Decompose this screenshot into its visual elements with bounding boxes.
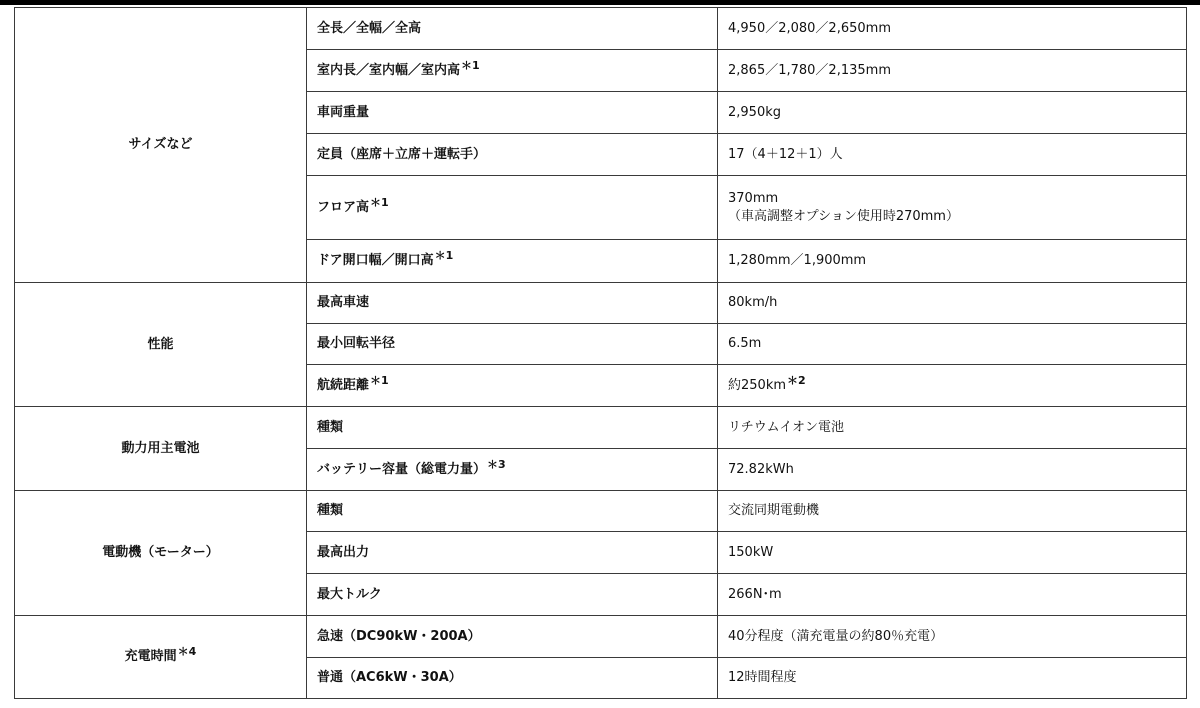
item-cell [307, 449, 718, 491]
value-cell [718, 491, 1187, 532]
category-label: サイズなど [128, 137, 193, 152]
value-cell [718, 658, 1187, 699]
category-cell [15, 616, 307, 699]
value-text: 40分程度（満充電量の約80％充電） [728, 628, 944, 644]
value-cell [718, 240, 1187, 283]
category-cell [15, 407, 307, 491]
value-text: 72.82kWh [728, 461, 794, 477]
value-cell [718, 8, 1187, 50]
item-label: フロア高 [317, 199, 370, 215]
item-cell [307, 176, 718, 240]
footnote-mark: ＊1 [370, 373, 389, 387]
value-text: 12時間程度 [728, 670, 797, 685]
item-cell [307, 658, 718, 699]
item-cell [307, 50, 718, 92]
value-text: 交流同期電動機 [728, 503, 820, 518]
footnote-mark: ＊3 [487, 457, 506, 471]
item-cell [307, 532, 718, 574]
value-cell [718, 616, 1187, 658]
item-label: 航続距離 [317, 377, 370, 393]
category-cell [15, 283, 307, 407]
item-cell [307, 324, 718, 365]
item-label: バッテリー容量（総電力量） [317, 461, 487, 477]
value-cell [718, 92, 1187, 134]
value-text: 1,280mm／1,900mm [728, 253, 867, 268]
value-text: 4,950／2,080／2,650mm [728, 20, 891, 36]
value-cell [718, 176, 1187, 240]
item-label: 車両重量 [317, 104, 370, 120]
item-cell [307, 134, 718, 176]
category-label: 動力用主電池 [121, 440, 200, 456]
item-cell [307, 8, 718, 50]
footnote-mark: ＊4 [177, 645, 197, 658]
item-label: 最大トルク [317, 586, 382, 602]
item-label: 室内長／室内幅／室内高 [317, 62, 461, 78]
item-label: 最高車速 [317, 295, 370, 310]
value-cell [718, 324, 1187, 365]
table-row [15, 283, 1187, 324]
item-cell [307, 491, 718, 532]
item-label: 定員（座席＋立席＋運転手） [317, 146, 487, 162]
item-cell [307, 240, 718, 283]
item-label: 急速（DC90kW・200A） [317, 628, 481, 644]
value-text: 2,950kg [728, 104, 781, 120]
footnote-mark: ＊2 [787, 373, 806, 387]
category-label: 充電時間 [124, 649, 177, 664]
value-cell [718, 449, 1187, 491]
item-cell [307, 574, 718, 616]
value-cell [718, 365, 1187, 407]
table-row [15, 407, 1187, 449]
item-cell [307, 407, 718, 449]
value-text: 80km/h [728, 295, 778, 310]
value-cell [718, 283, 1187, 324]
footnote-mark: ＊1 [461, 58, 480, 72]
category-cell [15, 491, 307, 616]
item-label: 最小回転半径 [317, 336, 396, 351]
value-cell [718, 407, 1187, 449]
value-text: 17（4＋12＋1）人 [728, 146, 843, 162]
item-label: 普通（AC6kW・30A） [317, 670, 462, 685]
category-cell [15, 8, 307, 283]
item-cell [307, 283, 718, 324]
top-border-bar [0, 0, 1200, 5]
footnote-mark: ＊1 [434, 249, 454, 262]
value-cell [718, 532, 1187, 574]
item-cell [307, 365, 718, 407]
value-cell [718, 134, 1187, 176]
item-label: 最高出力 [317, 544, 370, 560]
table-row [15, 616, 1187, 658]
value-text: リチウムイオン電池 [728, 419, 844, 435]
table-row [15, 491, 1187, 532]
item-cell [307, 92, 718, 134]
value-text: 6.5m [728, 336, 762, 351]
item-label: ドア開口幅／開口高 [317, 253, 434, 268]
value-subtext: （車高調整オプション使用時270mm） [728, 208, 959, 224]
item-label: 種類 [317, 503, 344, 518]
item-cell [307, 616, 718, 658]
value-text: 150kW [728, 544, 774, 560]
table-row [15, 8, 1187, 50]
value-text: 266N･m [728, 586, 782, 602]
footnote-mark: ＊1 [370, 195, 389, 209]
value-text: 370mm [728, 190, 779, 206]
item-label: 種類 [317, 419, 344, 435]
category-label: 性能 [147, 336, 174, 352]
item-label: 全長／全幅／全高 [317, 20, 422, 36]
value-cell [718, 574, 1187, 616]
spec-table [14, 7, 1187, 699]
value-cell [718, 50, 1187, 92]
value-text: 約250km [728, 377, 787, 393]
value-text: 2,865／1,780／2,135mm [728, 62, 891, 78]
category-label: 電動機（モーター） [102, 545, 219, 560]
